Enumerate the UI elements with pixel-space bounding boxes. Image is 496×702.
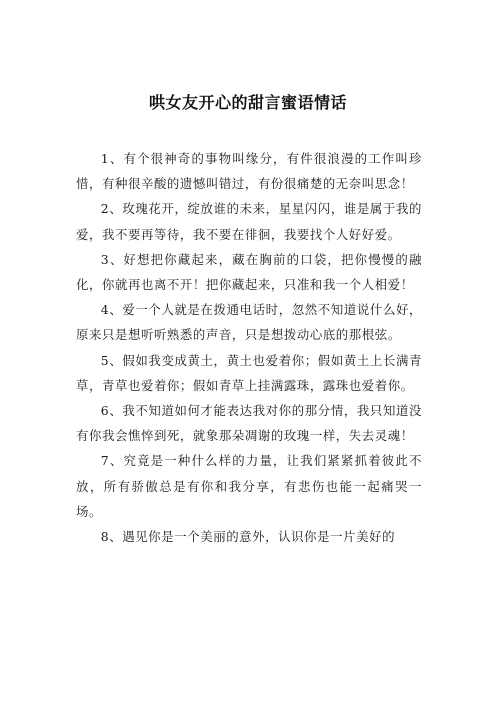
paragraph-5: 5、假如我变成黄土，黄土也爱着你；假如黄土上长满青草，青草也爱着你；假如青草上挂满露珠，露珠也爱着你。	[76, 352, 422, 393]
paragraph-8: 8、遇见你是一个美丽的意外，认识你是一片美好的	[100, 529, 396, 545]
paragraph-1: 1、有个很神奇的事物叫缘分，有件很浪漫的工作叫珍惜，有种很辛酸的遗憾叫错过，有份很痛楚的无奈叫思念！	[76, 151, 422, 192]
document-title: 哄女友开心的甜言蜜语情话	[148, 93, 347, 112]
document-body	[76, 146, 422, 549]
paragraph-6: 6、我不知道如何才能表达我对你的那分情，我只知道没有你我会憔悴到死，就象那朵凋谢的玫瑰一样，失去灵魂！	[76, 403, 422, 444]
paragraph-7: 7、究竟是一种什么样的力量，让我们紧紧抓着彼此不放，所有骄傲总是有你和我分享，有悲伤也能一起痛哭一场。	[76, 453, 422, 519]
paragraph-4: 4、爱一个人就是在拨通电话时，忽然不知道说什么好，原来只是想听听熟悉的声音，只是想拨动心底的那根弦。	[76, 302, 422, 343]
paragraph-2: 2、玫瑰花开，绽放谁的未来，星星闪闪，谁是属于我的爱，我不要再等待，我不要在徘徊，我要找个人好好爱。	[76, 201, 422, 242]
paragraph-3: 3、好想把你藏起来，藏在胸前的口袋，把你慢慢的融化，你就再也离不开！把你藏起来，只准和我一个人相爱！	[76, 251, 422, 293]
